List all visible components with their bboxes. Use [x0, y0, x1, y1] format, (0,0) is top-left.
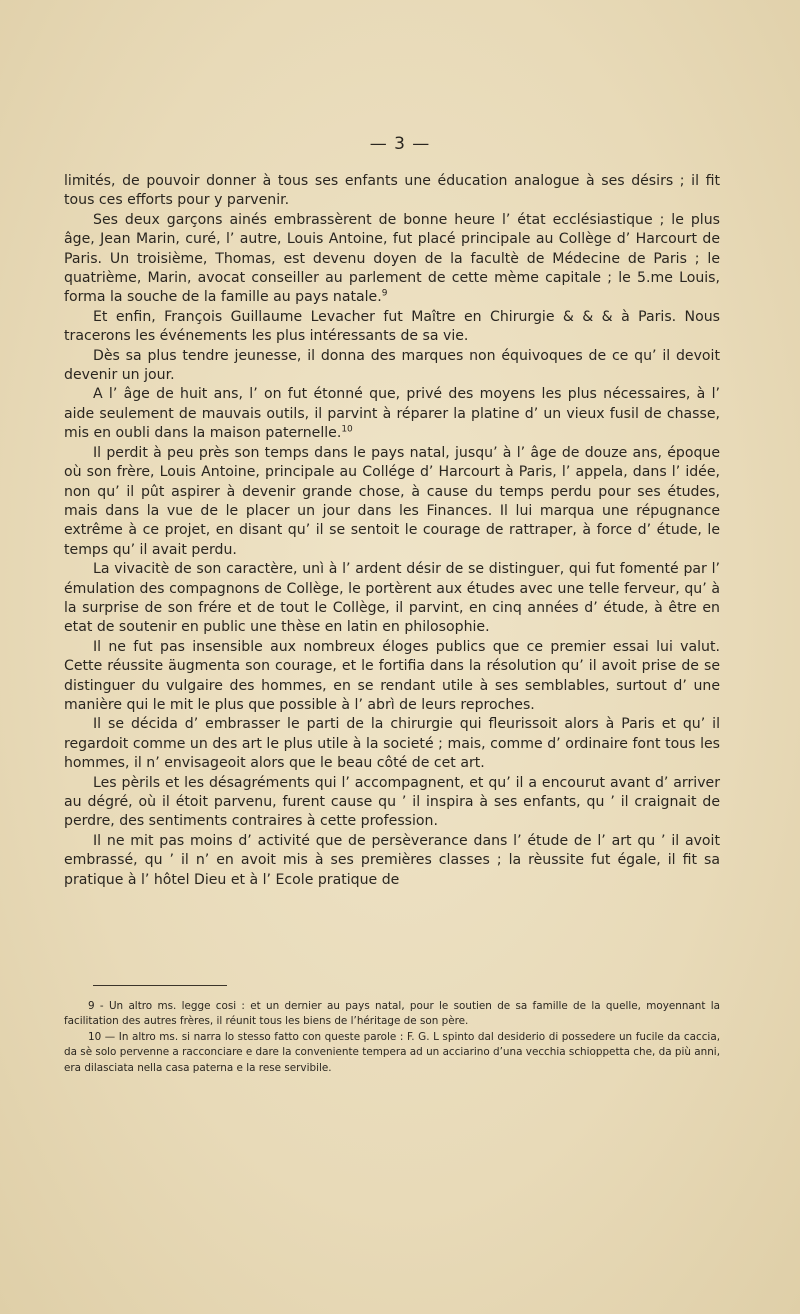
page-number: — 3 — — [369, 134, 431, 154]
paragraph: Il ne fut pas insensible aux nombreux éloges publics que ce premier essai lui valut. Cette réussite äugmenta son courage, et le fortifia dans la résolution qu’ il avoit prise de se distinguer du vulgaire des hommes, en se rendant utile à ses semblables, surtout d’ une manière qui le mit le plus que possible à l’ abrì de leurs reproches. — [64, 638, 720, 713]
footnotes — [64, 999, 720, 1076]
paragraph: Il perdit à peu près son temps dans le pays natal, jusqu’ à l’ âge de douze ans, époque où son frère, Louis Antoine, principale au Collége d’ Harcourt à Paris, l’ appela, dans l’ idée, non qu’ il pût aspirer à devenir grande chose, à cause du temps perdu pour ses études, mais dans la vue de le placer un jour dans les Finances. Il lui marqua une répugnance extrême à ce projet, en disant qu’ il se sentoit le courage de rattraper, à force d’ étude, le temps qu’ il avait perdu. — [64, 444, 720, 558]
paragraph: Il se décida d’ embrasser le parti de la chirurgie qui fleurissoit alors à Paris et qu’ il regardoit comme un des art le plus utile à la societé ; mais, comme d’ ordinaire font tous les hommes, il n’ envisageoit alors que le beau côté de cet art. — [64, 716, 720, 772]
paragraph: Et enfin, François Guillaume Levacher fut Maître en Chirurgie & & & à Paris. Nous tracerons les événements les plus intéressants de sa vie. — [64, 308, 720, 345]
footnote-10: 10 — In altro ms. si narra lo stesso fatto con queste parole : F. G. L spinto dal desiderio di possedere un fucile da caccia, da sè solo pervenne a racconciare e dare la conveniente tempera ad un acciarino d’una vecchia schioppetta che, da più anni, era dilasciata nella casa paterna e la rese servibile. — [64, 1030, 720, 1074]
footnote-9: 9 - Un altro ms. legge cosi : et un dernier au pays natal, pour le soutien de sa famille de la quelle, moyennant la facilitation des autres frères, il réunit tous les biens de l’héritage de son père. — [64, 1000, 720, 1028]
main-text — [64, 172, 720, 890]
paragraph: limités, de pouvoir donner à tous ses enfants une éducation analogue à ses désirs ; il fit tous ces efforts pour y parvenir. — [64, 173, 720, 209]
paragraph: Les pèrils et les désagréments qui l’ accompagnent, et qu’ il a encourut avant d’ arriver au dégré, où il étoit parvenu, furent cause qu ’ il inspira à ses enfants, qu ’ il craignait de perdre, des sentiments contraires à cette profession. — [64, 774, 720, 830]
footnote-ref[interactable]: 9 — [381, 288, 388, 299]
paragraph: Dès sa plus tendre jeunesse, il donna des marques non équivoques de ce qu’ il devoit devenir un jour. — [64, 347, 720, 384]
paragraph: Ses deux garçons ainés embrassèrent de bonne heure l’ état ecclésiastique ; le plus âge, Jean Marin, curé, l’ autre, Louis Antoine, fut placé principale au Collège d’ Harcourt de Paris. Un troisième, Thomas, est devenu doyen de la facultè de Médecine de Paris ; le quatrième, Marin, avocat conseiller au parlement de cette mème capitale ; le 5.me Louis, forma la souche de la famille au pays natale.$^9$ — [64, 211, 720, 306]
paragraph: La vivacitè de son caractère, unì à l’ ardent désir de se distinguer, qui fut fomenté par l’ émulation des compagnons de Collège, le portèrent aux études avec une telle ferveur, qu’ à la surprise de son frére et de tout le Collège, il parvint, en cinq années d’ étude, à être en etat de soutenir en public une thèse en latin en philosophie. — [64, 561, 720, 636]
paragraph: Il ne mit pas moins d’ activité que de persèverance dans l’ étude de l’ art qu ’ il avoit embrassé, qu ’ il n’ en avoit mis à ses premières classes ; la rèussite fut égale, il fit sa pratique à l’ hôtel Dieu et à l’ Ecole pratique de — [64, 832, 720, 888]
paragraph: A l’ âge de huit ans, l’ on fut étonné que, privé des moyens les plus nécessaires, à l’ aide seulement de mauvais outils, il parvint à réparer la platine d’ un vieux fusil de chasse, mis en oubli dans la maison paternelle.$^{10}$ — [64, 386, 720, 442]
footnote-ref[interactable]: 10 — [341, 424, 353, 435]
footnote-divider — [93, 985, 227, 986]
